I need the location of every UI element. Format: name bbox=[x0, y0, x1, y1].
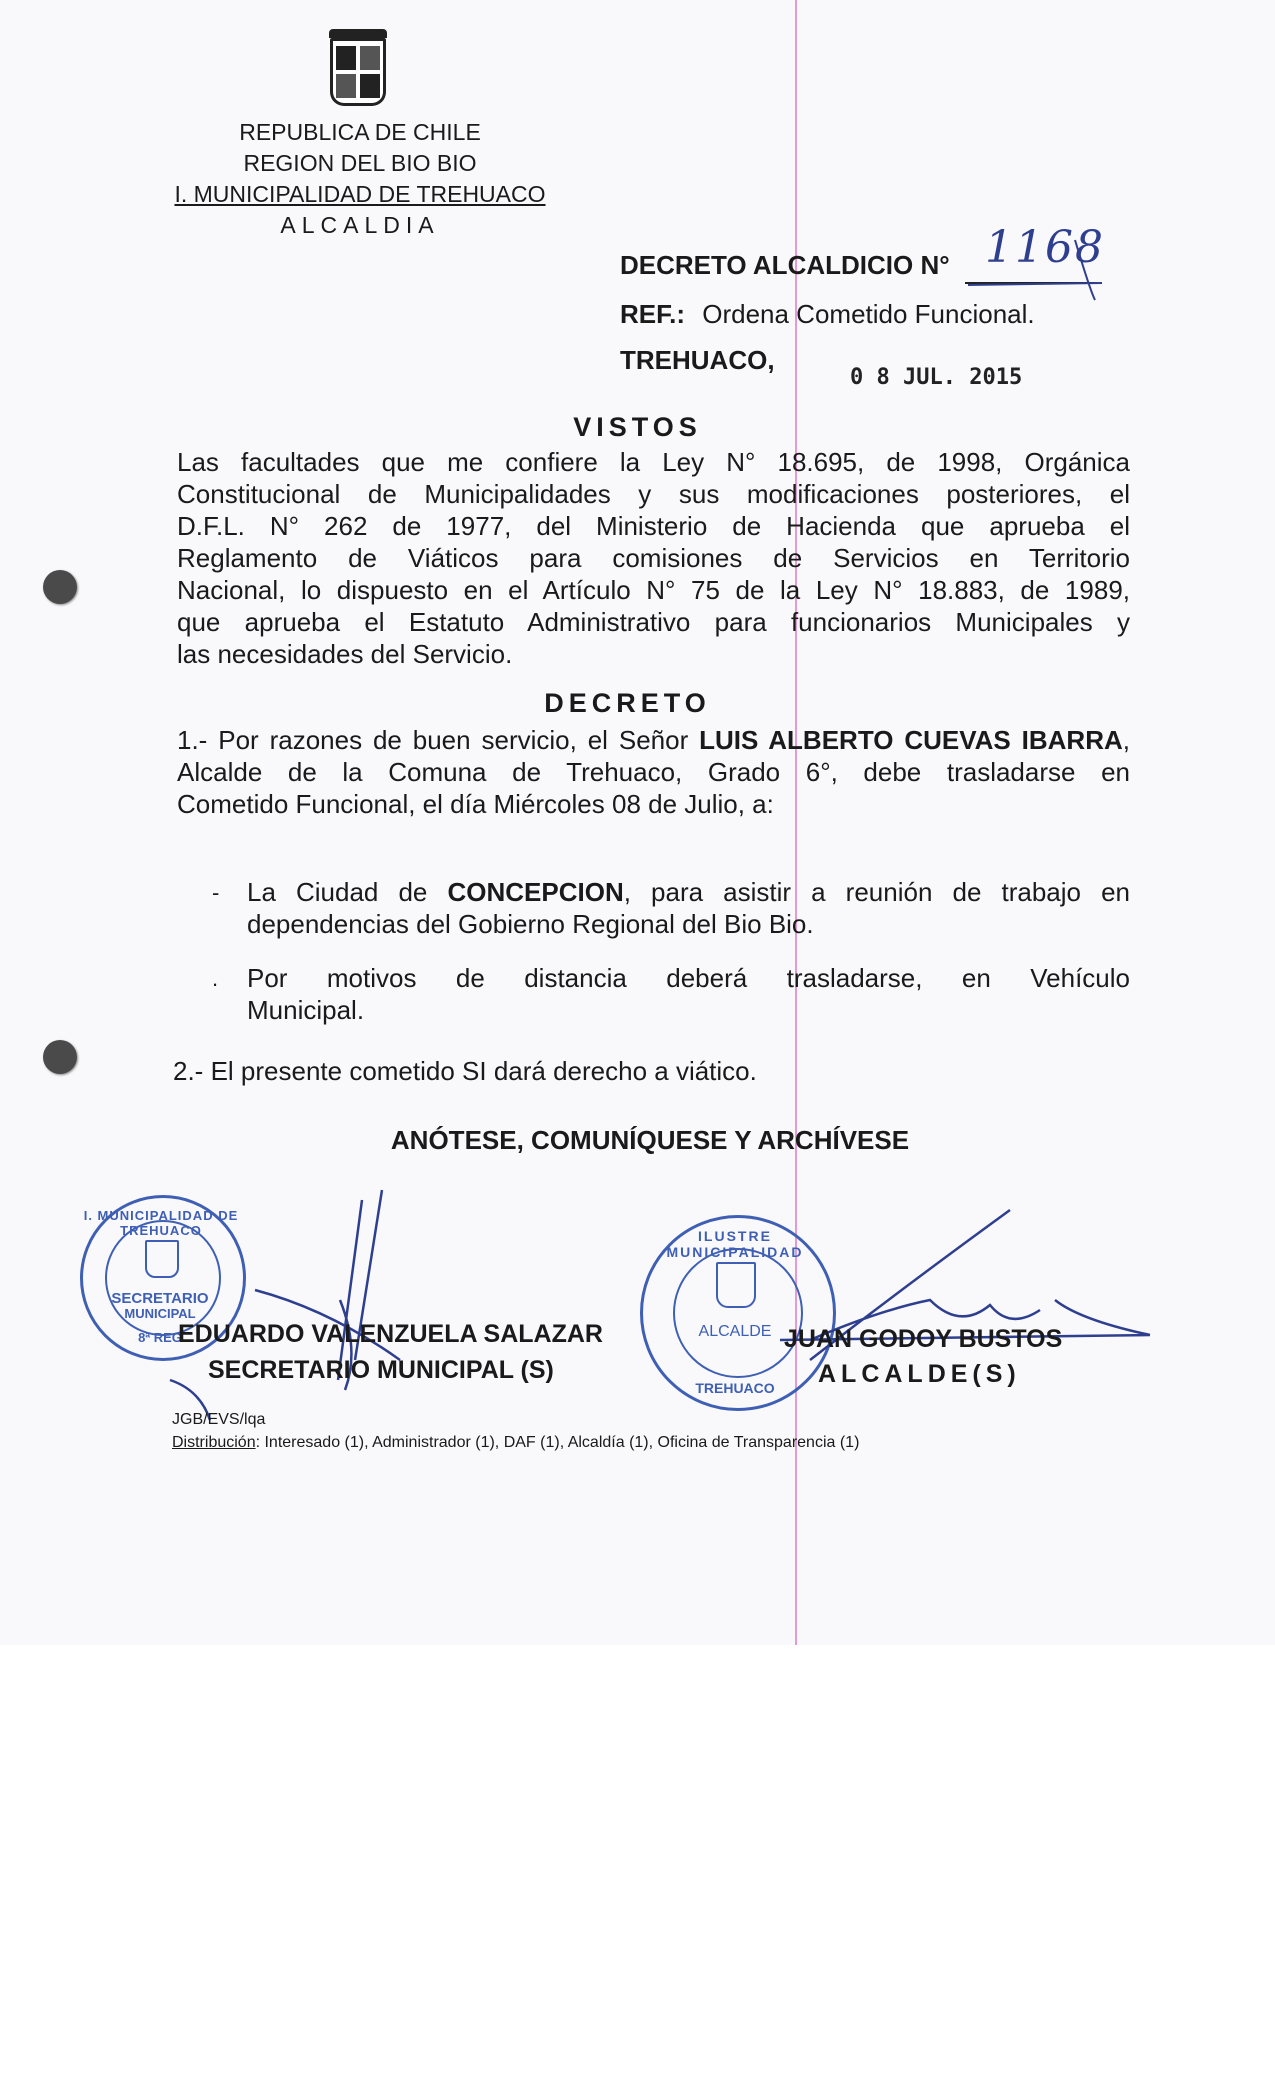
reference-text: Ordena Cometido Funcional. bbox=[702, 299, 1035, 329]
vistos-heading: VISTOS bbox=[573, 412, 702, 442]
distribution-text: : Interesado (1), Administrador (1), DAF (1), Alcaldía (1), Oficina de Transparencia (1) bbox=[255, 1434, 860, 1451]
mayor-stamp-ring-text: ILUSTRE MUNICIPALIDAD bbox=[666, 1228, 804, 1260]
secretary-name: EDUARDO VALENZUELA SALAZAR bbox=[178, 1320, 603, 1348]
mayor-title: ALCALDE(S) bbox=[818, 1360, 1021, 1388]
vistos-line: que aprueba el Estatuto Administrativo para funcionarios Municipales y bbox=[177, 607, 1130, 637]
bullet2-line-2: Municipal. bbox=[247, 995, 365, 1025]
bullet2-line-1: Por motivos de distancia deberá trasladarse, en Vehículo bbox=[247, 963, 1130, 993]
decreto-heading: DECRETO bbox=[544, 688, 711, 718]
vistos-line: Reglamento de Viáticos para comisiones de Servicios en Territorio bbox=[177, 543, 1130, 573]
mayor-stamp-center: ALCALDE bbox=[698, 1323, 772, 1340]
item1-line-2: Alcalde de la Comuna de Trehuaco, Grado 6°, debe trasladarse en bbox=[177, 757, 1130, 787]
decree-number-handwritten: 1168 bbox=[985, 222, 1105, 273]
secretary-stamp-bottom: 8ª REG bbox=[138, 1330, 182, 1345]
bullet1-intro: La Ciudad de bbox=[247, 877, 448, 907]
distribution-line bbox=[172, 1434, 859, 1452]
bullet-dash: - bbox=[212, 880, 220, 905]
decree-place: TREHUACO, bbox=[620, 345, 775, 375]
secretary-stamp-ring-text: I. MUNICIPALIDAD DE TREHUACO bbox=[83, 1208, 239, 1238]
item1-person-name: LUIS ALBERTO CUEVAS IBARRA bbox=[699, 725, 1123, 755]
header-country: REPUBLICA DE CHILE bbox=[239, 119, 481, 145]
secretary-stamp-center-1: SECRETARIO bbox=[111, 1290, 209, 1307]
header-office: ALCALDIA bbox=[280, 212, 440, 238]
mayor-stamp-bottom: TREHUACO bbox=[695, 1380, 775, 1396]
initials: JGB/EVS/lqa bbox=[172, 1411, 266, 1428]
vistos-line: Nacional, lo dispuesto en el Artículo N° 75 de la Ley N° 18.883, de 1989, bbox=[177, 575, 1130, 605]
bullet-dash: . bbox=[212, 966, 219, 991]
item1-comma: , bbox=[1122, 725, 1130, 755]
header-municipality: I. MUNICIPALIDAD DE TREHUACO bbox=[174, 181, 546, 207]
reference-label: REF.: bbox=[620, 299, 685, 329]
secretary-title: SECRETARIO MUNICIPAL (S) bbox=[208, 1356, 554, 1384]
secretary-stamp-center-2: MUNICIPAL bbox=[124, 1306, 196, 1321]
bullet1-rest: , para asistir a reunión de trabajo en bbox=[623, 877, 1130, 907]
vistos-line: D.F.L. N° 262 de 1977, del Ministerio de Hacienda que aprueba el bbox=[177, 511, 1130, 541]
vistos-line: Las facultades que me confiere la Ley N° 18.695, de 1998, Orgánica bbox=[177, 447, 1130, 477]
closing-formula: ANÓTESE, COMUNÍQUESE Y ARCHÍVESE bbox=[390, 1125, 910, 1155]
bullet1-city: CONCEPCION bbox=[447, 877, 624, 907]
decree-number-label: DECRETO ALCALDICIO N° bbox=[620, 250, 950, 280]
bullet1-line-2: dependencias del Gobierno Regional del Bio Bio. bbox=[247, 909, 814, 939]
item1-line-3: Cometido Funcional, el día Miércoles 08 de Julio, a: bbox=[177, 789, 774, 819]
vistos-line: Constitucional de Municipalidades y sus modificaciones posteriores, el bbox=[177, 479, 1130, 509]
distribution-label: Distribución bbox=[172, 1434, 256, 1451]
vistos-line: las necesidades del Servicio. bbox=[177, 639, 513, 669]
header-region: REGION DEL BIO BIO bbox=[243, 150, 477, 176]
mayor-name: JUAN GODOY BUSTOS bbox=[784, 1325, 1063, 1353]
date-stamp: 0 8 JUL. 2015 bbox=[850, 365, 1023, 390]
decreto-item-2: 2.- El presente cometido SI dará derecho a viático. bbox=[173, 1056, 757, 1086]
item1-intro: 1.- Por razones de buen servicio, el Señor bbox=[177, 725, 700, 755]
